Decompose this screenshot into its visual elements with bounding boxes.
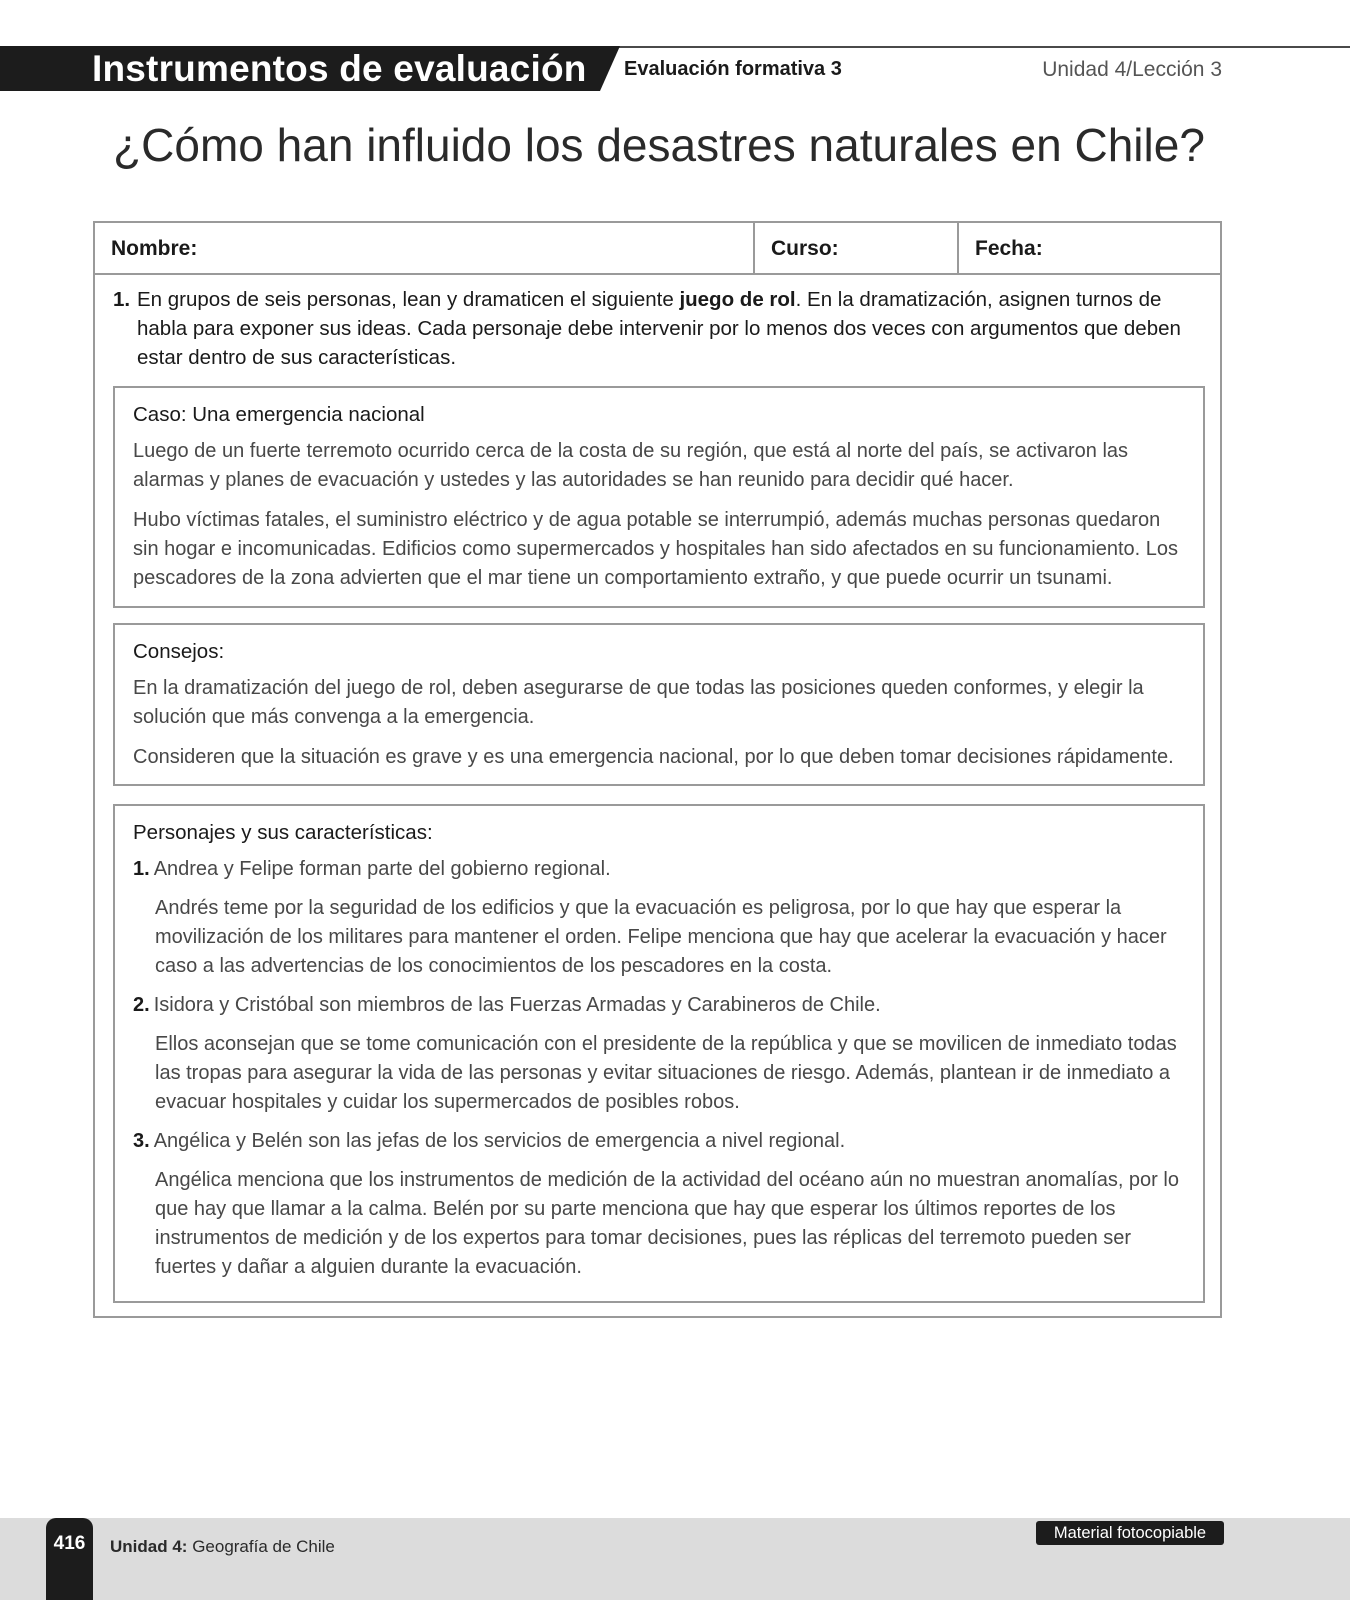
advice-heading: Consejos: bbox=[133, 640, 225, 663]
case-paragraph: Luego de un fuerte terremoto ocurrido cerca de la costa de su región, que está al norte del país, se activaron las alarmas y planes de evacuación y ustedes y las autoridades se han reunido para decidir qué hacer. bbox=[133, 440, 1129, 491]
character-item bbox=[133, 855, 1185, 884]
page-number-tab bbox=[46, 1518, 93, 1600]
character-description: Andrés teme por la seguridad de los edificios y que la evacuación es peligrosa, por lo que hay que esperar la movilización de los militares para mantener el orden. Felipe menciona que hay que acelerar la evacuación y hacer caso a las advertencias de los conocimientos de los pescadores en la costa. bbox=[155, 897, 1167, 977]
character-item bbox=[133, 991, 1185, 1020]
page-title: ¿Cómo han influido los desastres naturales en Chile? bbox=[113, 119, 1205, 171]
page-number: 416 bbox=[53, 1533, 86, 1554]
advice-paragraph: En la dramatización del juego de rol, deben asegurarse de que todas las posiciones queden conformes, y elegir la solución que más convenga a la emergencia. bbox=[133, 677, 1144, 728]
fecha-field[interactable] bbox=[957, 223, 1222, 273]
fecha-label: Fecha: bbox=[975, 237, 1043, 260]
character-description: Ellos aconsejan que se tome comunicación con el presidente de la república y que se movilicen de inmediato todas las tropas para asegurar la vida de las personas y evitar situaciones de riesgo. Además, plantean ir de inmediato a evacuar hospitales y cuidar los supermercados de posibles robos. bbox=[155, 1033, 1177, 1113]
section-title: Instrumentos de evaluación bbox=[92, 48, 587, 89]
character-title: Angélica y Belén son las jefas de los servicios de emergencia a nivel regional. bbox=[153, 1130, 846, 1152]
evaluation-label: Evaluación formativa 3 bbox=[624, 58, 842, 80]
student-info-row bbox=[95, 223, 1220, 275]
question-1 bbox=[113, 285, 1193, 372]
case-heading: Caso: Una emergencia nacional bbox=[133, 403, 425, 426]
nombre-label: Nombre: bbox=[111, 237, 198, 260]
material-badge: Material fotocopiable bbox=[1036, 1521, 1224, 1545]
characters-box bbox=[113, 804, 1205, 1303]
question-text-bold: juego de rol bbox=[679, 288, 796, 311]
advice-paragraph: Consideren que la situación es grave y es una emergencia nacional, por lo que deben tomar decisiones rápidamente. bbox=[133, 746, 1174, 768]
character-item bbox=[133, 1127, 1185, 1156]
footer-unit-label: Unidad 4: bbox=[110, 1537, 188, 1556]
advice-box bbox=[113, 623, 1205, 786]
unit-lesson-label: Unidad 4/Lección 3 bbox=[1042, 58, 1222, 81]
character-number: 1. bbox=[133, 858, 150, 880]
case-box bbox=[113, 386, 1205, 608]
character-description: Angélica menciona que los instrumentos de medición de la actividad del océano aún no muestran anomalías, por lo que hay que llamar a la calma. Belén por su parte menciona que hay que esperar los últimos reportes de los instrumentos de medición y de los expertos para tomar decisiones, pues las réplicas del terremoto pueden ser fuertes y dañar a alguien durante la evacuación. bbox=[155, 1169, 1179, 1278]
curso-field[interactable] bbox=[753, 223, 957, 273]
character-number: 2. bbox=[133, 994, 150, 1016]
evaluation-form bbox=[93, 221, 1222, 1318]
question-number: 1. bbox=[113, 288, 131, 311]
footer-unit-name: Geografía de Chile bbox=[192, 1537, 335, 1556]
nombre-field[interactable] bbox=[95, 223, 753, 273]
case-paragraph: Hubo víctimas fatales, el suministro eléctrico y de agua potable se interrumpió, además muchas personas quedaron sin hogar e incomunicadas. Edificios como supermercados y hospitales han sido afectados en su funcionamiento. Los pescadores de la zona advierten que el mar tiene un comportamiento extraño, y que puede ocurrir un tsunami. bbox=[133, 509, 1179, 589]
character-title: Isidora y Cristóbal son miembros de las Fuerzas Armadas y Carabineros de Chile. bbox=[153, 994, 881, 1016]
footer-unit bbox=[110, 1537, 335, 1557]
curso-label: Curso: bbox=[771, 237, 839, 260]
question-text-after: . En la dramatización, asignen turnos de habla para exponer sus ideas. Cada personaje debe intervenir por lo menos dos veces con argumentos que deben estar dentro de sus características. bbox=[137, 288, 1181, 369]
character-number: 3. bbox=[133, 1130, 150, 1152]
question-text-before: En grupos de seis personas, lean y dramaticen el siguiente bbox=[137, 288, 680, 311]
characters-heading: Personajes y sus características: bbox=[133, 821, 433, 844]
character-title: Andrea y Felipe forman parte del gobierno regional. bbox=[153, 858, 611, 880]
